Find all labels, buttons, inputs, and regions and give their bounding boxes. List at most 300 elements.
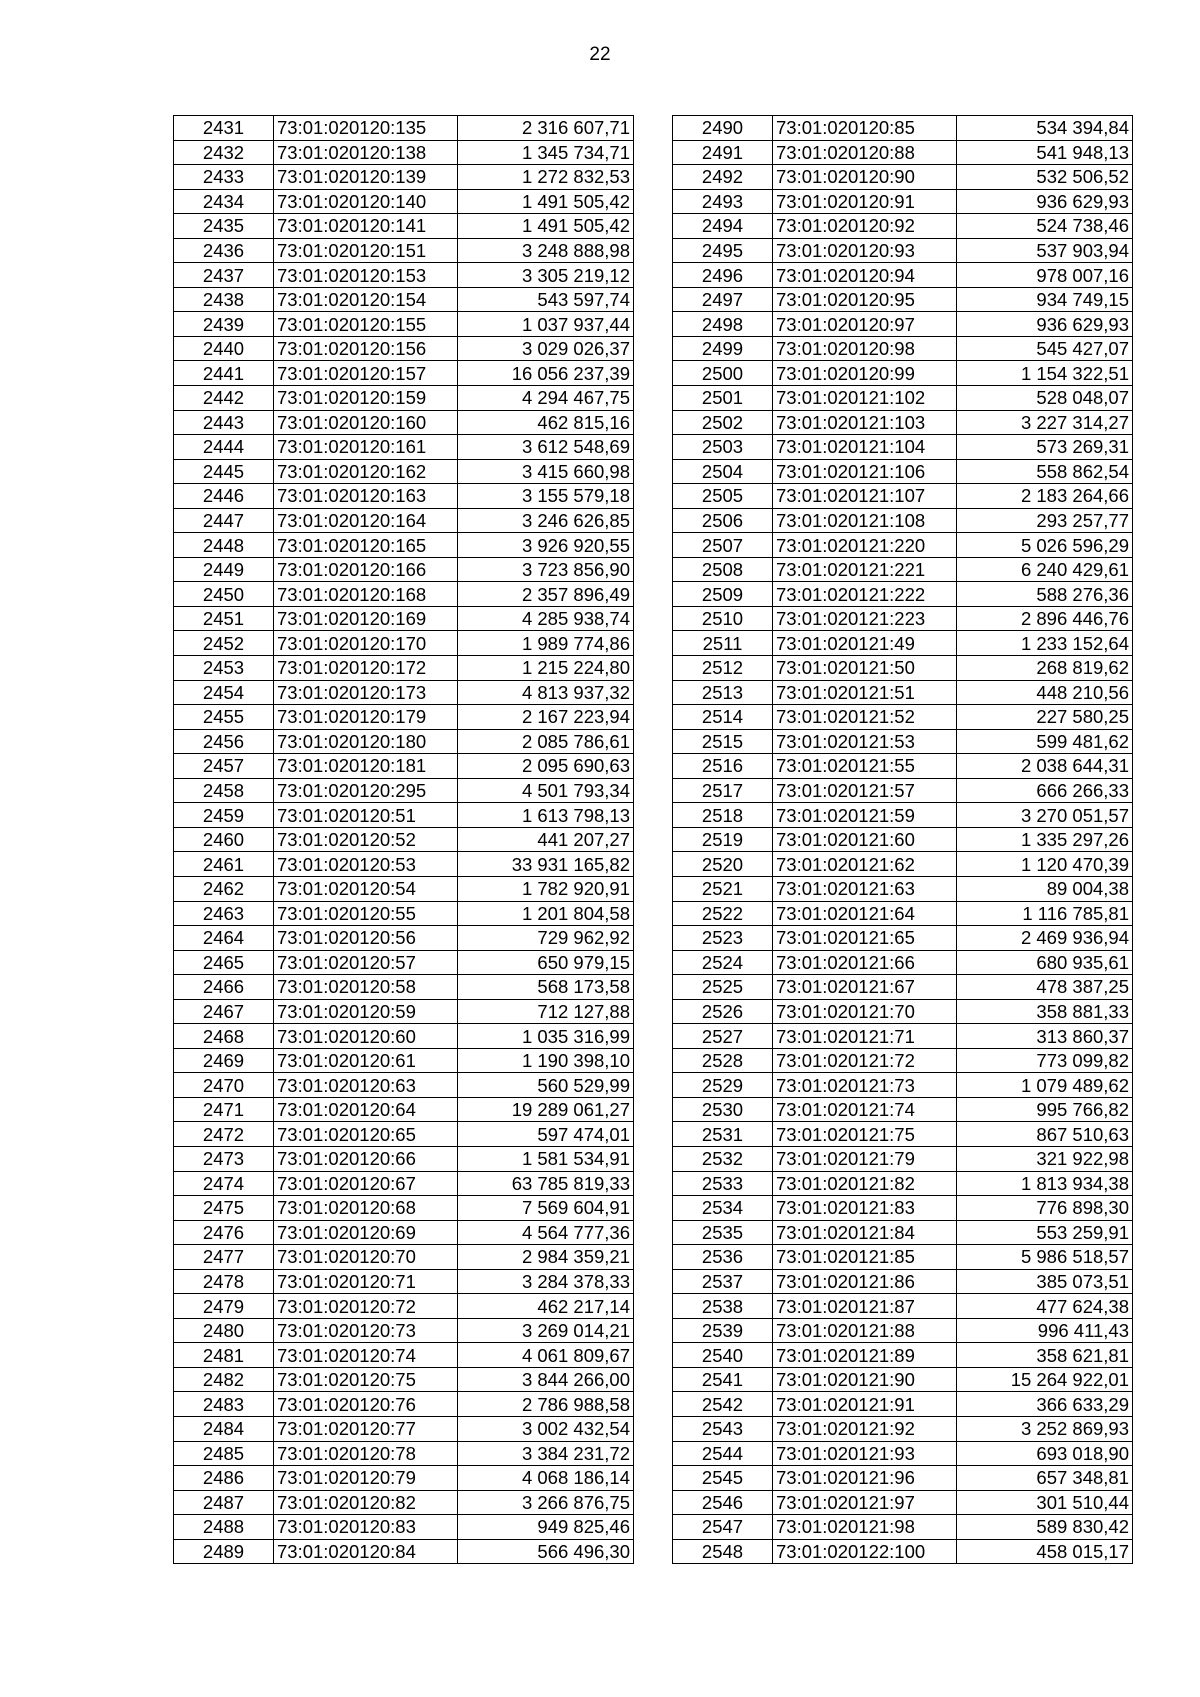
value-cell: 2 095 690,63: [458, 754, 634, 779]
table-row: [673, 214, 1133, 239]
row-number-cell: 2433: [174, 165, 274, 190]
value-cell: 2 316 607,71: [458, 116, 634, 141]
cadastral-number-cell: 73:01:020120:172: [274, 656, 458, 681]
table-row: [673, 582, 1133, 607]
cadastral-number-cell: 73:01:020121:79: [773, 1146, 957, 1171]
value-cell: 3 415 660,98: [458, 459, 634, 484]
value-cell: 6 240 429,61: [957, 557, 1133, 582]
table-row: [174, 1245, 634, 1270]
cadastral-number-cell: 73:01:020120:68: [274, 1196, 458, 1221]
table-row: [673, 1171, 1133, 1196]
value-cell: 599 481,62: [957, 729, 1133, 754]
value-cell: 462 815,16: [458, 410, 634, 435]
cadastral-number-cell: 73:01:020121:104: [773, 435, 957, 460]
row-number-cell: 2548: [673, 1539, 773, 1564]
value-cell: 477 624,38: [957, 1294, 1133, 1319]
value-cell: 462 217,14: [458, 1294, 634, 1319]
row-number-cell: 2504: [673, 459, 773, 484]
row-number-cell: 2524: [673, 950, 773, 975]
table-row: [174, 975, 634, 1000]
cadastral-number-cell: 73:01:020120:170: [274, 631, 458, 656]
row-number-cell: 2542: [673, 1392, 773, 1417]
cadastral-number-cell: 73:01:020120:95: [773, 287, 957, 312]
table-row: [673, 1392, 1133, 1417]
row-number-cell: 2523: [673, 926, 773, 951]
row-number-cell: 2521: [673, 876, 773, 901]
cadastral-number-cell: 73:01:020121:93: [773, 1441, 957, 1466]
table-row: [673, 189, 1133, 214]
value-cell: 553 259,91: [957, 1220, 1133, 1245]
value-cell: 589 830,42: [957, 1515, 1133, 1540]
row-number-cell: 2520: [673, 852, 773, 877]
row-number-cell: 2505: [673, 484, 773, 509]
table-row: [174, 631, 634, 656]
cadastral-number-cell: 73:01:020120:78: [274, 1441, 458, 1466]
row-number-cell: 2464: [174, 926, 274, 951]
table-row: [673, 1245, 1133, 1270]
value-cell: 693 018,90: [957, 1441, 1133, 1466]
row-number-cell: 2519: [673, 827, 773, 852]
value-cell: 3 284 378,33: [458, 1269, 634, 1294]
row-number-cell: 2492: [673, 165, 773, 190]
table-row: [673, 827, 1133, 852]
table-row: [174, 1196, 634, 1221]
table-row: [673, 1294, 1133, 1319]
cadastral-number-cell: 73:01:020120:85: [773, 116, 957, 141]
row-number-cell: 2493: [673, 189, 773, 214]
row-number-cell: 2477: [174, 1245, 274, 1270]
value-cell: 2 786 988,58: [458, 1392, 634, 1417]
row-number-cell: 2494: [673, 214, 773, 239]
cadastral-number-cell: 73:01:020120:55: [274, 901, 458, 926]
value-cell: 1 116 785,81: [957, 901, 1133, 926]
cadastral-number-cell: 73:01:020121:50: [773, 656, 957, 681]
cadastral-number-cell: 73:01:020121:64: [773, 901, 957, 926]
value-cell: 1 613 798,13: [458, 803, 634, 828]
value-cell: 2 038 644,31: [957, 754, 1133, 779]
row-number-cell: 2478: [174, 1269, 274, 1294]
row-number-cell: 2517: [673, 778, 773, 803]
table-row: [174, 876, 634, 901]
table-row: [673, 656, 1133, 681]
cadastral-number-cell: 73:01:020120:67: [274, 1171, 458, 1196]
cadastral-number-cell: 73:01:020120:180: [274, 729, 458, 754]
row-number-cell: 2509: [673, 582, 773, 607]
table-row: [174, 410, 634, 435]
table-row: [174, 1367, 634, 1392]
row-number-cell: 2526: [673, 999, 773, 1024]
table-row: [174, 533, 634, 558]
cadastral-number-cell: 73:01:020121:108: [773, 508, 957, 533]
cadastral-number-cell: 73:01:020121:92: [773, 1416, 957, 1441]
row-number-cell: 2501: [673, 386, 773, 411]
cadastral-number-cell: 73:01:020121:98: [773, 1515, 957, 1540]
table-row: [174, 656, 634, 681]
row-number-cell: 2435: [174, 214, 274, 239]
cadastral-number-cell: 73:01:020120:160: [274, 410, 458, 435]
value-cell: 543 597,74: [458, 287, 634, 312]
row-number-cell: 2486: [174, 1466, 274, 1491]
table-row: [174, 582, 634, 607]
table-row: [673, 729, 1133, 754]
table-row: [673, 876, 1133, 901]
table-row: [673, 361, 1133, 386]
cadastral-number-cell: 73:01:020120:157: [274, 361, 458, 386]
value-cell: 566 496,30: [458, 1539, 634, 1564]
table-row: [673, 484, 1133, 509]
cadastral-number-cell: 73:01:020120:155: [274, 312, 458, 337]
value-cell: 1 272 832,53: [458, 165, 634, 190]
cadastral-number-cell: 73:01:020120:295: [274, 778, 458, 803]
table-row: [174, 263, 634, 288]
table-row: [673, 1416, 1133, 1441]
value-cell: 995 766,82: [957, 1097, 1133, 1122]
value-cell: 3 252 869,93: [957, 1416, 1133, 1441]
cadastral-number-cell: 73:01:020120:82: [274, 1490, 458, 1515]
row-number-cell: 2487: [174, 1490, 274, 1515]
row-number-cell: 2465: [174, 950, 274, 975]
row-number-cell: 2440: [174, 336, 274, 361]
table-row: [673, 778, 1133, 803]
cadastral-number-cell: 73:01:020121:107: [773, 484, 957, 509]
table-row: [174, 778, 634, 803]
value-cell: 3 305 219,12: [458, 263, 634, 288]
table-row: [673, 1490, 1133, 1515]
table-row: [174, 1441, 634, 1466]
row-number-cell: 2536: [673, 1245, 773, 1270]
cadastral-number-cell: 73:01:020120:179: [274, 705, 458, 730]
value-cell: 545 427,07: [957, 336, 1133, 361]
cadastral-number-cell: 73:01:020121:222: [773, 582, 957, 607]
table-row: [673, 1220, 1133, 1245]
table-row: [174, 287, 634, 312]
table-row: [174, 852, 634, 877]
table-row: [673, 238, 1133, 263]
cadastral-number-cell: 73:01:020120:77: [274, 1416, 458, 1441]
row-number-cell: 2483: [174, 1392, 274, 1417]
cadastral-number-cell: 73:01:020121:51: [773, 680, 957, 705]
cadastral-number-cell: 73:01:020121:89: [773, 1343, 957, 1368]
cadastral-number-cell: 73:01:020120:141: [274, 214, 458, 239]
cadastral-number-cell: 73:01:020121:86: [773, 1269, 957, 1294]
table-row: [174, 386, 634, 411]
row-number-cell: 2436: [174, 238, 274, 263]
table-row: [174, 950, 634, 975]
cadastral-number-cell: 73:01:020120:159: [274, 386, 458, 411]
row-number-cell: 2534: [673, 1196, 773, 1221]
table-row: [673, 1441, 1133, 1466]
table-row: [673, 1024, 1133, 1049]
table-row: [673, 1367, 1133, 1392]
cadastral-number-cell: 73:01:020121:75: [773, 1122, 957, 1147]
table-row: [174, 680, 634, 705]
cadastral-number-cell: 73:01:020120:54: [274, 876, 458, 901]
value-cell: 63 785 819,33: [458, 1171, 634, 1196]
cadastral-number-cell: 73:01:020121:60: [773, 827, 957, 852]
cadastral-number-cell: 73:01:020120:91: [773, 189, 957, 214]
table-row: [174, 1416, 634, 1441]
value-cell: 2 469 936,94: [957, 926, 1133, 951]
row-number-cell: 2445: [174, 459, 274, 484]
cadastral-number-cell: 73:01:020121:87: [773, 1294, 957, 1319]
value-cell: 1 037 937,44: [458, 312, 634, 337]
row-number-cell: 2476: [174, 1220, 274, 1245]
row-number-cell: 2545: [673, 1466, 773, 1491]
table-row: [174, 705, 634, 730]
cadastral-number-cell: 73:01:020121:57: [773, 778, 957, 803]
table-row: [174, 803, 634, 828]
cadastral-number-cell: 73:01:020121:72: [773, 1048, 957, 1073]
row-number-cell: 2499: [673, 336, 773, 361]
value-cell: 680 935,61: [957, 950, 1133, 975]
table-row: [174, 1024, 634, 1049]
row-number-cell: 2495: [673, 238, 773, 263]
row-number-cell: 2484: [174, 1416, 274, 1441]
value-cell: 1 154 322,51: [957, 361, 1133, 386]
row-number-cell: 2507: [673, 533, 773, 558]
value-cell: 4 285 938,74: [458, 606, 634, 631]
table-row: [174, 901, 634, 926]
row-number-cell: 2459: [174, 803, 274, 828]
value-cell: 1 120 470,39: [957, 852, 1133, 877]
value-cell: 358 621,81: [957, 1343, 1133, 1368]
row-number-cell: 2529: [673, 1073, 773, 1098]
cadastral-number-cell: 73:01:020120:168: [274, 582, 458, 607]
value-cell: 3 269 014,21: [458, 1318, 634, 1343]
row-number-cell: 2432: [174, 140, 274, 165]
value-cell: 293 257,77: [957, 508, 1133, 533]
value-cell: 934 749,15: [957, 287, 1133, 312]
row-number-cell: 2463: [174, 901, 274, 926]
cadastral-number-cell: 73:01:020120:139: [274, 165, 458, 190]
value-cell: 558 862,54: [957, 459, 1133, 484]
value-cell: 16 056 237,39: [458, 361, 634, 386]
row-number-cell: 2437: [174, 263, 274, 288]
table-row: [174, 1515, 634, 1540]
cadastral-number-cell: 73:01:020121:63: [773, 876, 957, 901]
value-cell: 2 085 786,61: [458, 729, 634, 754]
cadastral-number-cell: 73:01:020120:93: [773, 238, 957, 263]
row-number-cell: 2533: [673, 1171, 773, 1196]
row-number-cell: 2485: [174, 1441, 274, 1466]
value-cell: 2 183 264,66: [957, 484, 1133, 509]
cadastral-number-cell: 73:01:020121:96: [773, 1466, 957, 1491]
row-number-cell: 2544: [673, 1441, 773, 1466]
row-number-cell: 2503: [673, 435, 773, 460]
cadastral-number-cell: 73:01:020121:71: [773, 1024, 957, 1049]
value-cell: 3 266 876,75: [458, 1490, 634, 1515]
cadastral-number-cell: 73:01:020120:140: [274, 189, 458, 214]
row-number-cell: 2452: [174, 631, 274, 656]
cadastral-number-cell: 73:01:020120:64: [274, 1097, 458, 1122]
cadastral-number-cell: 73:01:020120:76: [274, 1392, 458, 1417]
row-number-cell: 2450: [174, 582, 274, 607]
cadastral-number-cell: 73:01:020121:221: [773, 557, 957, 582]
value-cell: 949 825,46: [458, 1515, 634, 1540]
row-number-cell: 2498: [673, 312, 773, 337]
table-row: [174, 1048, 634, 1073]
table-row: [174, 361, 634, 386]
row-number-cell: 2514: [673, 705, 773, 730]
row-number-cell: 2513: [673, 680, 773, 705]
row-number-cell: 2447: [174, 508, 274, 533]
table-row: [174, 312, 634, 337]
cadastral-number-cell: 73:01:020121:85: [773, 1245, 957, 1270]
cadastral-number-cell: 73:01:020120:66: [274, 1146, 458, 1171]
cadastral-number-cell: 73:01:020120:99: [773, 361, 957, 386]
value-cell: 1 782 920,91: [458, 876, 634, 901]
value-cell: 366 633,29: [957, 1392, 1133, 1417]
row-number-cell: 2434: [174, 189, 274, 214]
cadastral-number-cell: 73:01:020120:90: [773, 165, 957, 190]
table-row: [673, 1146, 1133, 1171]
cadastral-number-cell: 73:01:020120:53: [274, 852, 458, 877]
value-cell: 478 387,25: [957, 975, 1133, 1000]
value-cell: 268 819,62: [957, 656, 1133, 681]
cadastral-number-cell: 73:01:020121:88: [773, 1318, 957, 1343]
row-number-cell: 2527: [673, 1024, 773, 1049]
row-number-cell: 2457: [174, 754, 274, 779]
row-number-cell: 2448: [174, 533, 274, 558]
row-number-cell: 2510: [673, 606, 773, 631]
value-cell: 227 580,25: [957, 705, 1133, 730]
cadastral-number-cell: 73:01:020120:69: [274, 1220, 458, 1245]
value-cell: 3 926 920,55: [458, 533, 634, 558]
cadastral-number-cell: 73:01:020120:73: [274, 1318, 458, 1343]
cadastral-number-cell: 73:01:020120:63: [274, 1073, 458, 1098]
register-table-right: [672, 115, 1133, 1564]
row-number-cell: 2540: [673, 1343, 773, 1368]
value-cell: 978 007,16: [957, 263, 1133, 288]
value-cell: 5 986 518,57: [957, 1245, 1133, 1270]
cadastral-number-cell: 73:01:020120:97: [773, 312, 957, 337]
row-number-cell: 2525: [673, 975, 773, 1000]
cadastral-number-cell: 73:01:020121:97: [773, 1490, 957, 1515]
cadastral-number-cell: 73:01:020120:181: [274, 754, 458, 779]
cadastral-number-cell: 73:01:020120:154: [274, 287, 458, 312]
cadastral-number-cell: 73:01:020120:71: [274, 1269, 458, 1294]
value-cell: 1 190 398,10: [458, 1048, 634, 1073]
table-row: [174, 1171, 634, 1196]
table-row: [673, 1539, 1133, 1564]
cadastral-number-cell: 73:01:020120:156: [274, 336, 458, 361]
value-cell: 528 048,07: [957, 386, 1133, 411]
row-number-cell: 2530: [673, 1097, 773, 1122]
cadastral-number-cell: 73:01:020121:83: [773, 1196, 957, 1221]
cadastral-number-cell: 73:01:020120:57: [274, 950, 458, 975]
value-cell: 1 813 934,38: [957, 1171, 1133, 1196]
row-number-cell: 2522: [673, 901, 773, 926]
table-row: [174, 238, 634, 263]
value-cell: 936 629,93: [957, 189, 1133, 214]
value-cell: 3 155 579,18: [458, 484, 634, 509]
cadastral-number-cell: 73:01:020121:67: [773, 975, 957, 1000]
value-cell: 7 569 604,91: [458, 1196, 634, 1221]
row-number-cell: 2472: [174, 1122, 274, 1147]
value-cell: 313 860,37: [957, 1024, 1133, 1049]
cadastral-number-cell: 73:01:020120:75: [274, 1367, 458, 1392]
cadastral-number-cell: 73:01:020120:135: [274, 116, 458, 141]
table-row: [673, 557, 1133, 582]
value-cell: 4 813 937,32: [458, 680, 634, 705]
table-row: [673, 410, 1133, 435]
row-number-cell: 2462: [174, 876, 274, 901]
row-number-cell: 2546: [673, 1490, 773, 1515]
row-number-cell: 2449: [174, 557, 274, 582]
table-row: [174, 140, 634, 165]
value-cell: 3 384 231,72: [458, 1441, 634, 1466]
cadastral-number-cell: 73:01:020120:84: [274, 1539, 458, 1564]
value-cell: 541 948,13: [957, 140, 1133, 165]
table-row: [673, 901, 1133, 926]
table-row: [673, 263, 1133, 288]
cadastral-number-cell: 73:01:020120:83: [274, 1515, 458, 1540]
value-cell: 458 015,17: [957, 1539, 1133, 1564]
table-row: [174, 508, 634, 533]
value-cell: 776 898,30: [957, 1196, 1133, 1221]
table-row: [673, 140, 1133, 165]
row-number-cell: 2490: [673, 116, 773, 141]
value-cell: 2 984 359,21: [458, 1245, 634, 1270]
value-cell: 3 270 051,57: [957, 803, 1133, 828]
row-number-cell: 2446: [174, 484, 274, 509]
row-number-cell: 2474: [174, 1171, 274, 1196]
table-row: [174, 1318, 634, 1343]
table-row: [673, 312, 1133, 337]
table-row: [174, 1539, 634, 1564]
table-row: [174, 1294, 634, 1319]
value-cell: 4 068 186,14: [458, 1466, 634, 1491]
value-cell: 936 629,93: [957, 312, 1133, 337]
value-cell: 1 989 774,86: [458, 631, 634, 656]
value-cell: 2 896 446,76: [957, 606, 1133, 631]
cadastral-number-cell: 73:01:020120:98: [773, 336, 957, 361]
table-row: [174, 1220, 634, 1245]
table-row: [174, 1490, 634, 1515]
row-number-cell: 2482: [174, 1367, 274, 1392]
cadastral-number-cell: 73:01:020121:102: [773, 386, 957, 411]
value-cell: 3 248 888,98: [458, 238, 634, 263]
cadastral-number-cell: 73:01:020121:62: [773, 852, 957, 877]
cadastral-number-cell: 73:01:020120:60: [274, 1024, 458, 1049]
cadastral-number-cell: 73:01:020120:162: [274, 459, 458, 484]
table-row: [174, 606, 634, 631]
value-cell: 867 510,63: [957, 1122, 1133, 1147]
value-cell: 650 979,15: [458, 950, 634, 975]
row-number-cell: 2541: [673, 1367, 773, 1392]
value-cell: 573 269,31: [957, 435, 1133, 460]
cadastral-number-cell: 73:01:020121:223: [773, 606, 957, 631]
table-row: [673, 1318, 1133, 1343]
table-row: [174, 1073, 634, 1098]
table-row: [174, 1146, 634, 1171]
value-cell: 4 294 467,75: [458, 386, 634, 411]
cadastral-number-cell: 73:01:020121:59: [773, 803, 957, 828]
row-number-cell: 2469: [174, 1048, 274, 1073]
row-number-cell: 2475: [174, 1196, 274, 1221]
value-cell: 1 345 734,71: [458, 140, 634, 165]
value-cell: 560 529,99: [458, 1073, 634, 1098]
cadastral-number-cell: 73:01:020121:106: [773, 459, 957, 484]
value-cell: 1 233 152,64: [957, 631, 1133, 656]
table-row: [673, 435, 1133, 460]
value-cell: 568 173,58: [458, 975, 634, 1000]
cadastral-number-cell: 73:01:020120:165: [274, 533, 458, 558]
cadastral-number-cell: 73:01:020121:84: [773, 1220, 957, 1245]
row-number-cell: 2468: [174, 1024, 274, 1049]
row-number-cell: 2512: [673, 656, 773, 681]
cadastral-number-cell: 73:01:020120:56: [274, 926, 458, 951]
